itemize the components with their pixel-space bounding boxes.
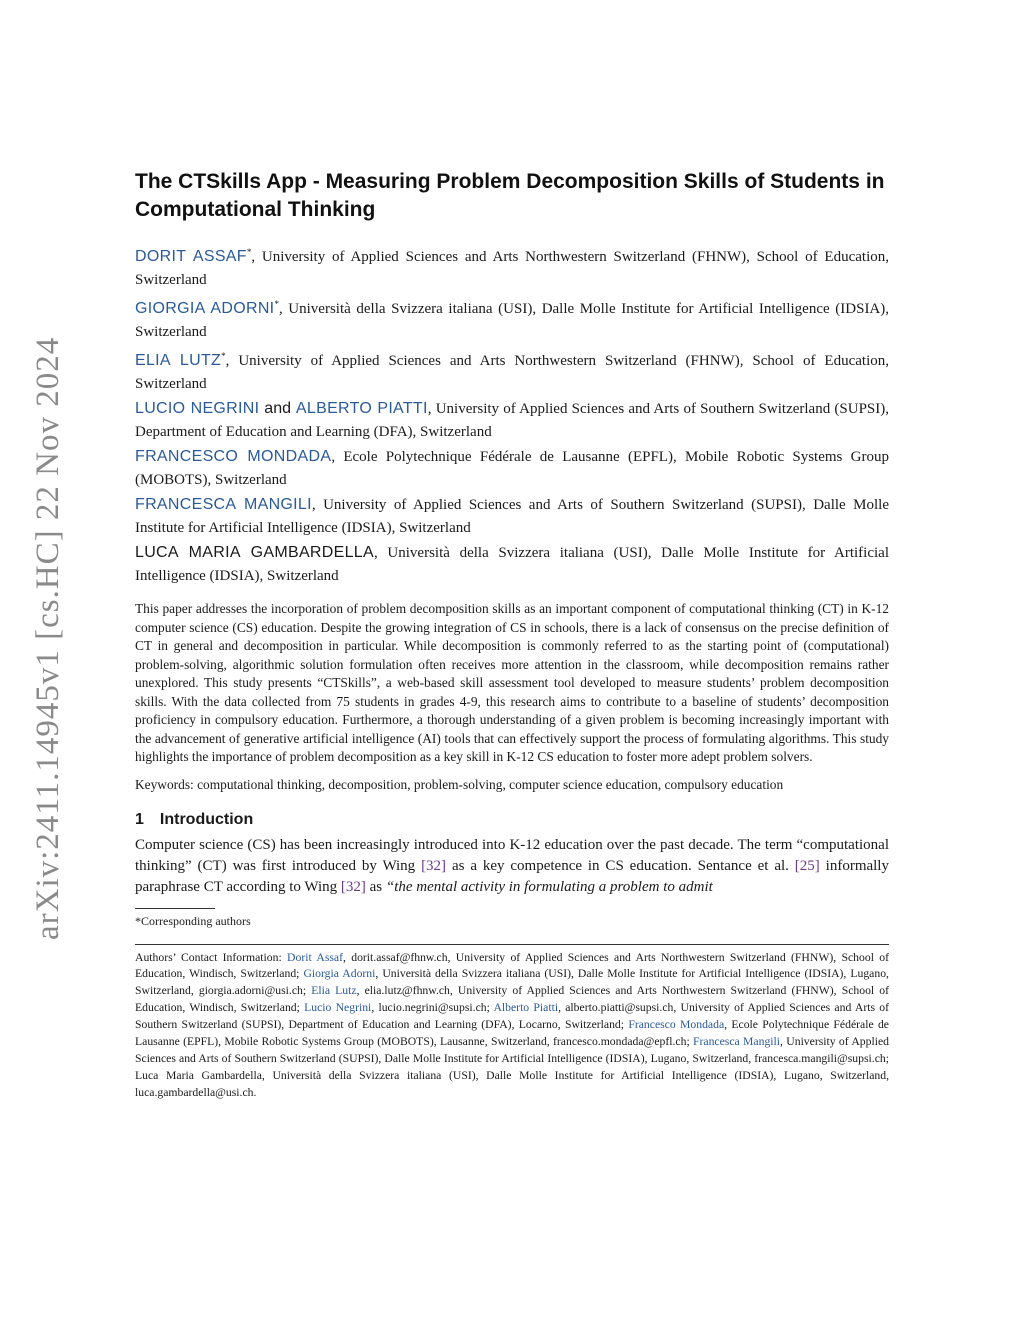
author-affiliation: , University of Applied Sciences and Arts Northwestern Switzerland (FHNW), School of Education, Switzerland [135, 249, 889, 288]
section-heading-introduction [135, 811, 889, 829]
contact-details: , University of Applied Sciences and Arts of Southern Switzerland (SUPSI), Dalle Molle Institute for Artificial Intelligence (IDSIA), Lugano, Switzerland, francesca.mangili@supsi.ch; Luca Maria Gambardella, Università della Svizzera italiana (USI), Dalle Molle Institute for Artificial Intelligence (IDSIA), Lugano, Switzerland, luca.gambardella@usi.ch. [135, 1035, 889, 1099]
author-affiliation: , University of Applied Sciences and Arts of Southern Switzerland (SUPSI), Dalle Molle Institute for Artificial Intelligence (IDSIA), Switzerland [135, 497, 889, 536]
corresponding-mark: * [221, 351, 226, 361]
intro-text-part: as [365, 878, 386, 895]
contact-prefix: Authors’ Contact Information: [135, 950, 288, 964]
contact-details: , Ecole Polytechnique Fédérale de Lausanne (EPFL), Mobile Robotic Systems Group (MOBOTS), Lausanne, Switzerland, francesco.mondada@epfl.ch; [135, 1018, 889, 1049]
author-name-link[interactable]: GIORGIA ADORNI [135, 300, 275, 317]
arxiv-identifier: arXiv:2411.14945v1 [cs.HC] 22 Nov 2024 [30, 336, 66, 940]
paper-title: The CTSkills App - Measuring Problem Decomposition Skills of Students in Computational Thinking [135, 170, 885, 221]
citation-link[interactable]: [25] [794, 857, 820, 874]
author-name-link[interactable]: FRANCESCO MONDADA [135, 448, 332, 465]
author-contact-information [135, 950, 889, 1102]
contact-details: , Università della Svizzera italiana (USI), Dalle Molle Institute for Artificial Intelligence (IDSIA), Lugano, Switzerland, giorgia.adorni@usi.ch; [135, 967, 889, 998]
author-name-link[interactable]: LUCIO NEGRINI [135, 400, 260, 417]
author-name-link[interactable]: FRANCESCA MANGILI [135, 496, 312, 513]
author-affiliation: , Università della Svizzera italiana (USI), Dalle Molle Institute for Artificial Intelligence (IDSIA), Switzerland [135, 545, 889, 584]
contact-author-link[interactable]: Lucio Negrini [304, 1001, 372, 1015]
author-entry [135, 541, 889, 588]
author-affiliation: , University of Applied Sciences and Arts Northwestern Switzerland (FHNW), School of Education, Switzerland [135, 353, 889, 392]
contact-author-link[interactable]: Giorgia Adorni [303, 967, 376, 981]
contact-details: , lucio.negrini@supsi.ch; [371, 1001, 494, 1015]
author-list [135, 241, 889, 588]
section-number: 1 [135, 810, 144, 828]
author-name-link[interactable]: DORIT ASSAF [135, 248, 247, 265]
author-name-link[interactable]: ELIA LUTZ [135, 352, 222, 369]
author-entry [135, 293, 889, 344]
contact-author-link[interactable]: Alberto Piatti [493, 1001, 559, 1015]
author-name: LUCA MARIA GAMBARDELLA [135, 544, 374, 561]
keywords: Keywords: computational thinking, decomposition, problem-solving, computer science education, compulsory education [135, 776, 784, 792]
section-title: Introduction [159, 810, 254, 828]
introduction-paragraph [135, 835, 889, 898]
author-affiliation: , Ecole Polytechnique Fédérale de Lausanne (EPFL), Mobile Robotic Systems Group (MOBOTS), Switzerland [135, 449, 889, 488]
contact-author-link[interactable]: Francesco Mondada [628, 1018, 725, 1032]
author-conjunction: and [259, 400, 296, 417]
intro-text-part: as a key competence in CS education. Sentance et al. [446, 857, 795, 874]
author-entry [135, 445, 889, 492]
corresponding-mark: * [274, 299, 279, 309]
citation-link[interactable]: [32] [421, 857, 447, 874]
footnote-divider [135, 908, 215, 909]
contact-author-link[interactable]: Francesca Mangili [693, 1035, 781, 1049]
abstract: This paper addresses the incorporation of problem decomposition skills as an important component of computational thinking (CT) in K-12 computer science (CS) education. Despite the growing integration of CS in schools, there is a lack of consensus on the precise definition of CT in general and decomposition in particular. While decomposition is commonly referred to as the starting point of (computational) problem-solving, algorithmic solution formulation often receives more attention in the classroom, while decomposition remains rather unexplored. This study presents “CTSkills”, a web-based skill assessment tool developed to measure students’ problem decomposition skills. With the data collected from 75 students in grades 4-9, this research aims to contribute to a baseline of students’ decomposition proficiency in compulsory education. Furthermore, a thorough understanding of a given problem is becoming increasingly important with the advancement of generative artificial intelligence (AI) tools that can effectively support the process of formulating algorithms. This study highlights the importance of problem decomposition as a key skill in K-12 CS education to foster more adept problem solvers. [135, 601, 889, 764]
contact-details: , dorit.assaf@fhnw.ch, University of Applied Sciences and Arts Northwestern Switzerland (FHNW), School of Education, Windisch, Switzerland; [135, 950, 889, 981]
paper-first-page [135, 168, 889, 1102]
author-entry [135, 345, 889, 396]
author-entry [135, 397, 889, 444]
citation-link[interactable]: [32] [340, 878, 366, 895]
author-entry [135, 493, 889, 540]
intro-quote: “the mental activity in formulating a problem to admit [385, 878, 713, 895]
corresponding-mark: * [246, 247, 252, 257]
contact-author-link[interactable]: Dorit Assaf [287, 950, 343, 964]
contact-author-link[interactable]: Elia Lutz [311, 984, 357, 998]
intro-text-part: informally paraphrase CT according to Wing [135, 857, 889, 895]
author-affiliation: , University of Applied Sciences and Arts of Southern Switzerland (SUPSI), Department of Education and Learning (DFA), Switzerland [135, 401, 890, 440]
contact-details: , alberto.piatti@supsi.ch, University of Applied Sciences and Arts of Southern Switzerland (SUPSI), Department of Education and Learning (DFA), Locarno, Switzerland; [135, 1001, 889, 1032]
contact-details: , elia.lutz@fhnw.ch, University of Applied Sciences and Arts Northwestern Switzerland (FHNW), School of Education, Windisch, Switzerland; [135, 984, 889, 1015]
author-affiliation: , Università della Svizzera italiana (USI), Dalle Molle Institute for Artificial Intelligence (IDSIA), Switzerland [135, 301, 890, 340]
footnote: *Corresponding authors [135, 913, 251, 928]
intro-text-part: Computer science (CS) has been increasingly introduced into K-12 education over the past decade. The term “computational thinking” (CT) was first introduced by Wing [135, 836, 889, 874]
contact-divider [135, 944, 889, 945]
author-name-link[interactable]: ALBERTO PIATTI [295, 400, 428, 417]
author-entry [135, 241, 889, 292]
